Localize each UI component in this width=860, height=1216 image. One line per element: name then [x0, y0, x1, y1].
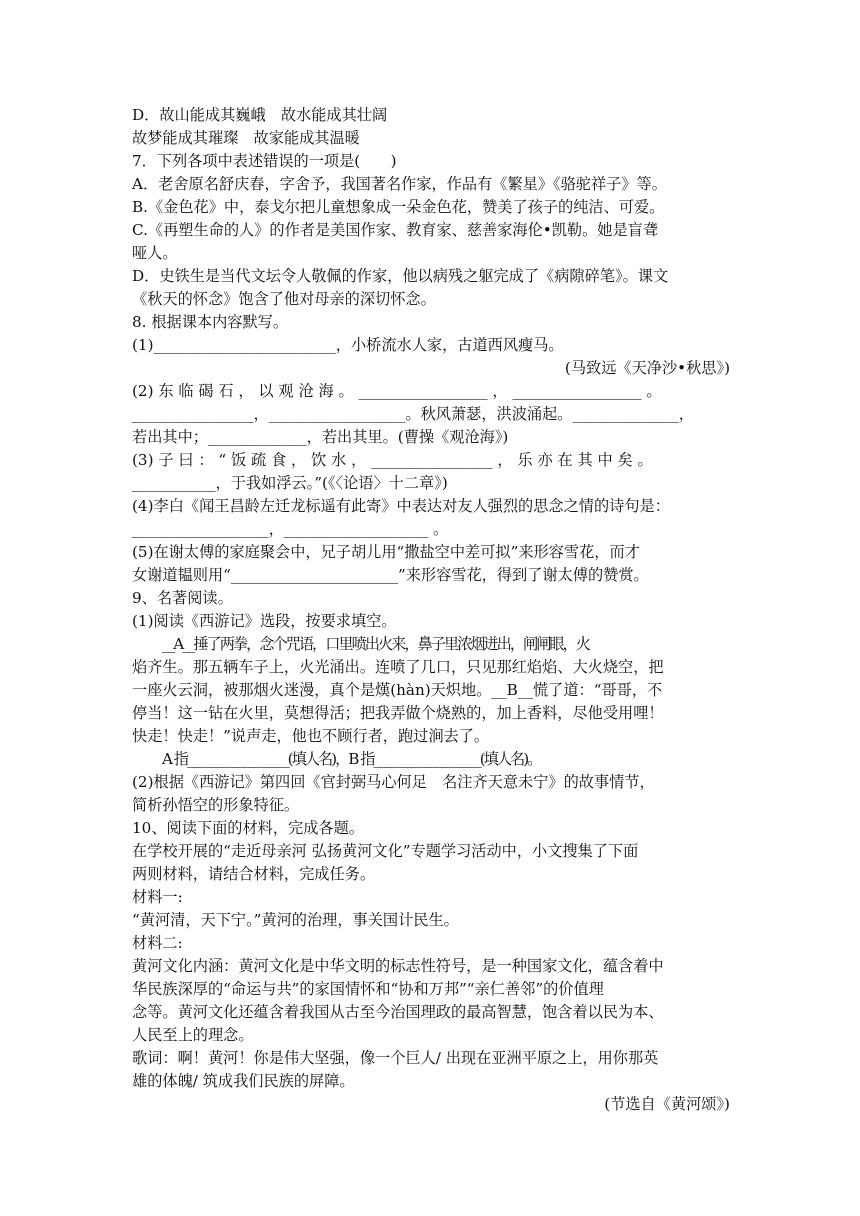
material-two-label: 材料二:	[132, 934, 183, 952]
q7-option-d-line1: D．史铁生是当代文坛令人敬佩的作家，他以病残之躯完成了《病隙碎笔》。课文	[132, 267, 669, 285]
exam-page	[132, 104, 730, 1116]
q7-option-c-line2: 哑人。	[132, 244, 178, 262]
q8-item2-line2: ________________，__________________。秋风萧瑟，洪波涌起。______________，	[132, 405, 694, 423]
q9-item1-stem: (1)阅读《西游记》选段，按要求填空。	[132, 612, 397, 630]
lyrics-line1: 歌词：啊！黄河！你是伟大坚强，像一个巨人/ 出现在亚洲平原之上，用你那英	[132, 1049, 659, 1067]
q10-stem: 10、阅读下面的材料，完成各题。	[132, 819, 364, 837]
q9-item2-line1: (2)根据《西游记》第四回《官封弼马心何足 名注齐天意未宁》的故事情节，	[132, 773, 655, 791]
q7-option-a: A．老舍原名舒庆春，字舍予，我国著名作家，作品有《繁星》《骆驼祥子》等。	[132, 175, 667, 193]
q9-fill-blanks: A 指__________________(填人名)，B 指___________________(填人名)。	[162, 750, 541, 768]
q9-passage-line4: 停当！这一钻在火里，莫想得活；把我弄做个烧熟的，加上香料，尽他受用哩！	[132, 704, 664, 722]
material-two-line2: 华民族深厚的“命运与共”的家国情怀和“协和万邦”“亲仁善邻”的价值理	[132, 980, 604, 998]
q8-item2-line3: 若出其中；_____________，若出其里。(曹操《观沧海》)	[132, 428, 509, 446]
q8-item2-line1: (2) 东 临 碣 石 ， 以 观 沧 海 。 _________________ ， _________________ 。	[132, 382, 662, 400]
q9-passage-line1: __A__捶了两拳，念个咒语，口里喷出火来，鼻子里浓烟迸出，闸闸眼，火	[162, 635, 589, 653]
material-one-text: “黄河清，天下宁。”黄河的治理，事关国计民生。	[132, 911, 459, 929]
q8-item3-line2: ___________，于我如浮云。”(《〈论语〉十二章》)	[132, 474, 448, 492]
q9-passage-line3: 一座火云洞，被那烟火迷漫，真个是熯(hàn)天炽地。__B__慌了道：“哥哥，不	[132, 681, 663, 699]
q9-passage-line2: 焰齐生。那五辆车子上，火光涌出。连喷了几口，只见那红焰焰、大火烧空，把	[132, 658, 664, 676]
q6-option-d-line1: D．故山能成其巍峨 故水能成其壮阔	[132, 106, 388, 124]
q9-passage-line5: 快走！快走！”说声走，他也不顾行者，跑过涧去了。	[132, 727, 490, 745]
q10-intro-line1: 在学校开展的“走近母亲河 弘扬黄河文化”专题学习活动中，小文搜集了下面	[132, 842, 639, 860]
q9-stem: 9、名著阅读。	[132, 589, 233, 607]
q8-item5-line2: 女谢道韫则用“______________________”来形容雪花，得到了谢太傅的赞赏。	[132, 566, 649, 584]
q8-item1-source: (马致远《天净沙•秋思》)	[564, 359, 730, 377]
q9-item2-line2: 简析孙悟空的形象特征。	[132, 796, 300, 814]
q8-item4-line1: (4)李白《闻王昌龄左迁龙标遥有此寄》中表达对友人强烈的思念之情的诗句是：	[132, 497, 670, 515]
q7-option-c-line1: C.《再塑生命的人》的作者是美国作家、教育家、慈善家海伦•凯勒。她是盲聋	[132, 221, 659, 239]
material-two-line3: 念等。黄河文化还蕴含着我国从古至今治国理政的最高智慧，饱含着以民为本、	[132, 1003, 664, 1021]
q8-item3-line1: (3) 子 曰 ： “ 饭 疏 食 ， 饮 水 ， ________________ ， 乐 亦 在 其 中 矣 。	[132, 451, 653, 469]
lyrics-line2: 雄的体魄/ 筑成我们民族的屏障。	[132, 1072, 355, 1090]
material-one-label: 材料一:	[132, 888, 183, 906]
q8-item4-line2: __________________，___________________ 。	[132, 520, 449, 538]
q8-item5-line1: (5)在谢太傅的家庭聚会中，兄子胡儿用“撒盐空中差可拟”来形容雪花，而才	[132, 543, 640, 561]
q7-option-d-line2: 《秋天的怀念》饱含了他对母亲的深切怀念。	[132, 290, 436, 308]
material-two-line4: 人民至上的理念。	[132, 1026, 254, 1044]
q7-stem: 7．下列各项中表述错误的一项是( )	[132, 152, 397, 170]
q8-stem: 8. 根据课本内容默写。	[132, 313, 289, 331]
material-two-line1: 黄河文化内涵：黄河文化是中华文明的标志性符号，是一种国家文化，蕴含着中	[132, 957, 664, 975]
q7-option-b: B.《金色花》中，泰戈尔把儿童想象成一朵金色花，赞美了孩子的纯洁、可爱。	[132, 198, 665, 216]
q6-option-d-line2: 故梦能成其璀璨 故家能成其温暖	[132, 129, 360, 147]
lyrics-source: (节选自《黄河颂》)	[604, 1095, 730, 1113]
q8-item1: (1)________________________，小桥流水人家，古道西风瘦马。	[132, 336, 564, 354]
q10-intro-line2: 两则材料，请结合材料，完成任务。	[132, 865, 375, 883]
